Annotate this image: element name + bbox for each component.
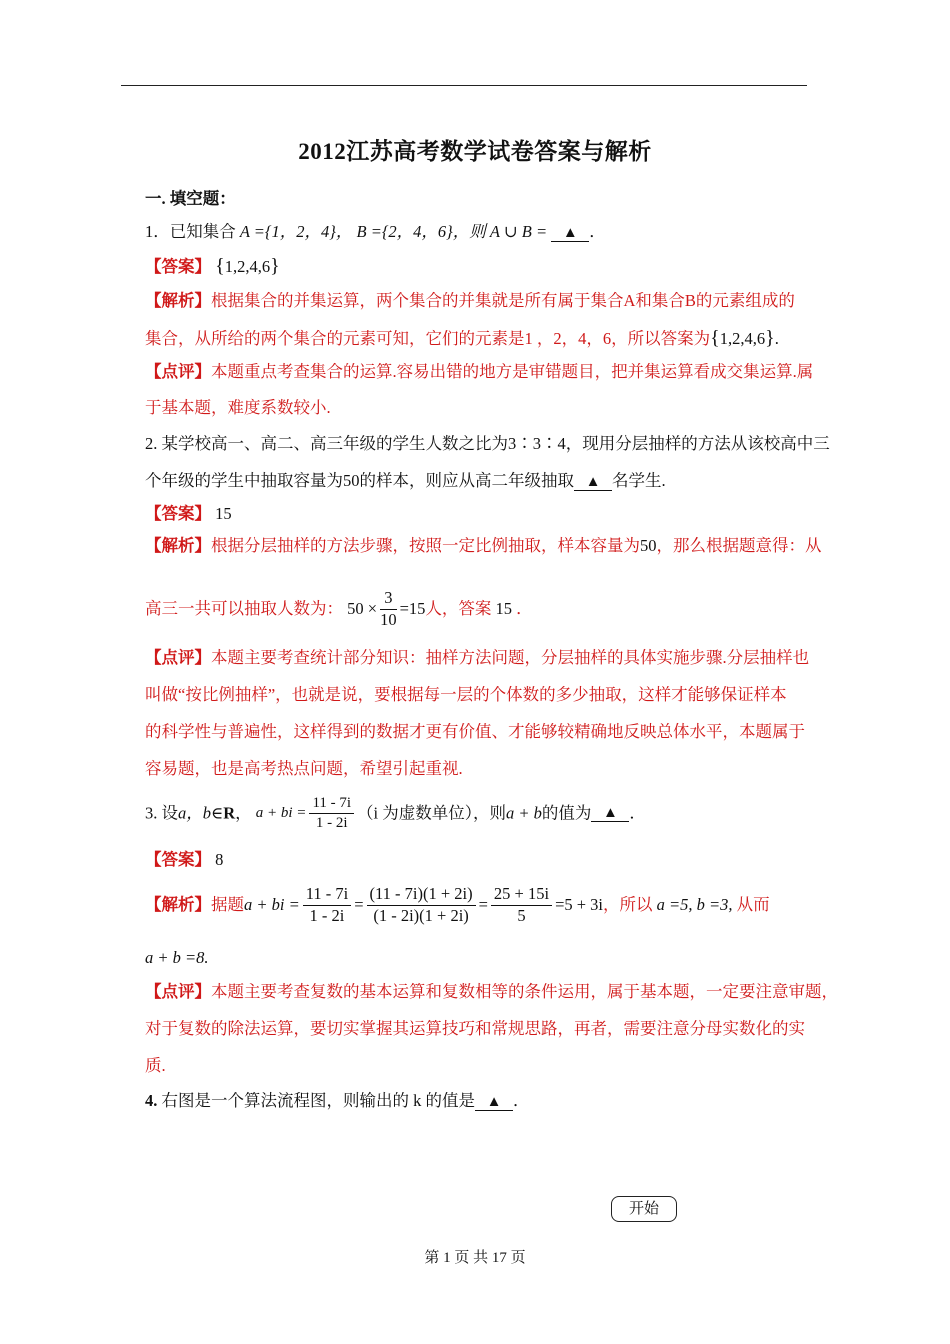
comment-1-line-1: 【点评】本题重点考查集合的运算.容易出错的地方是审错题目，把并集运算看成交集运算.属: [145, 362, 814, 381]
comment-3-line-2: 对于复数的除法运算，要切实掌握其运算技巧和常规思路，再者，需要注意分母实数化的实: [145, 1019, 805, 1038]
fraction: $\frac{25 + 15i}{5}$: [491, 886, 552, 924]
comment-3-line-3: 质.: [145, 1056, 166, 1075]
comment-2-line-1: 【点评】本题主要考查统计部分知识：抽样方法问题，分层抽样的具体实施步骤.分层抽样也: [145, 648, 810, 667]
analysis-3-line-1: 【解析】据题a + bi = $\frac{11 - 7i}{1 - 2i}$ = $\frac{(11 - 7i)(1 + 2i)}{(1 - 2i)(1 + 2i)}$ = $\frac{25 + 15i}{5}$ =5 + 3i，所以 a =5, b =3, 从而: [145, 884, 770, 925]
analysis-1-line-2: 集合，从所给的两个集合的元素可知，它们的元素是1 ，2，4，6，所以答案为{1,2,4,6}.: [145, 327, 779, 349]
analysis-2-line-1: 【解析】根据分层抽样的方法步骤，按照一定比例抽取，样本容量为50，那么根据题意得：从: [145, 536, 822, 555]
answer-blank: ▲: [475, 1094, 513, 1111]
answer-blank: ▲: [551, 225, 589, 242]
fraction: $\frac{3}{10}$: [380, 588, 397, 629]
analysis-3-line-2: a + b =8.: [145, 948, 209, 967]
fraction: $\frac{(11 - 7i)(1 + 2i)}{(1 - 2i)(1 + 2i)}$: [367, 886, 476, 924]
answer-1: 【答案】 {1,2,4,6}: [145, 255, 280, 277]
comment-3-line-1: 【点评】本题主要考查复数的基本运算和复数相等的条件运用，属于基本题，一定要注意审题，: [145, 982, 838, 1001]
header-rule: [121, 85, 807, 86]
analysis-2-line-2: 高三一共可以抽取人数为： 50 × $\frac{3}{10}$ =15人，答案 15 ．: [145, 588, 533, 629]
fraction: $\frac{11 - 7i}{1 - 2i}$: [309, 796, 354, 831]
question-1: 1．已知集合 A ={1，2，4}， B ={2，4，6}，则 A ∪ B = ▲ ．: [145, 222, 606, 241]
page-title: 2012江苏高考数学试卷答案与解析: [298, 139, 652, 164]
question-2-line-1: 2. 某学校高一、高二、高三年级的学生人数之比为3∶3∶4，现用分层抽样的方法从该校高中三: [145, 434, 830, 453]
comment-2-line-2: 叫做“按比例抽样”，也就是说，要根据每一层的个体数的多少抽取，这样才能够保证样本: [145, 685, 787, 704]
comment-2-line-3: 的科学性与普遍性，这样得到的数据才更有价值、才能够较精确地反映总体水平，本题属于: [145, 722, 805, 741]
answer-2: 【答案】 15: [145, 504, 232, 523]
question-4: 4. 右图是一个算法流程图，则输出的 k 的值是 ▲ ．: [145, 1091, 530, 1110]
comment-1-line-2: 于基本题，难度系数较小.: [145, 398, 331, 417]
question-3: 3. 设a，b∈R， a + bi = $\frac{11 - 7i}{1 - 2i}$ （i 为虚数单位），则a + b的值为 ▲ ．: [145, 795, 646, 831]
answer-blank: ▲: [591, 805, 629, 822]
answer-3: 【答案】 8: [145, 850, 224, 869]
page-footer: 第 1 页 共 17 页: [424, 1250, 526, 1266]
answer-blank: ▲: [574, 474, 612, 491]
fraction: $\frac{11 - 7i}{1 - 2i}$: [303, 886, 351, 924]
flowchart-start-box: 开始: [611, 1196, 677, 1222]
question-2-line-2: 个年级的学生中抽取容量为50的样本，则应从高二年级抽取 ▲ 名学生.: [145, 471, 666, 490]
analysis-1-line-1: 【解析】根据集合的并集运算，两个集合的并集就是所有属于集合A和集合B的元素组成的: [145, 291, 795, 310]
comment-2-line-4: 容易题，也是高考热点问题，希望引起重视.: [145, 759, 463, 778]
section-heading: 一. 填空题：: [145, 189, 236, 208]
